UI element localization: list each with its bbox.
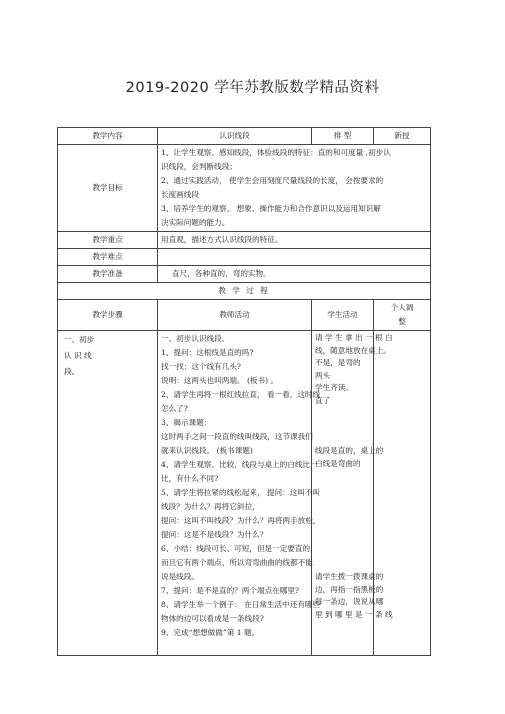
student-line: 线，随意地放在桌上。 [315, 345, 391, 355]
type-value: 新授 [374, 128, 431, 145]
student-line [315, 420, 370, 433]
type-label: 排 型 [312, 128, 374, 145]
col-adjust [374, 300, 431, 331]
student-line: 里 到 哪 里 是 一 条 线 [315, 610, 393, 620]
process-header: 教 学 过 程 [58, 283, 431, 300]
teacher-cell [158, 331, 321, 656]
teacher-line: 7、提问：是不是直的？两个端点在哪里? [161, 586, 299, 595]
steps-cell [58, 331, 158, 656]
student-line: 请学生拨一拨课桌的 [315, 572, 384, 582]
prep-label: 教学准备 [58, 266, 158, 283]
col-student: 学生活动 [312, 300, 374, 331]
student-line: 请 学 生 拿 出 一 根 白 [315, 333, 393, 342]
student-line: 两头 [315, 370, 331, 380]
teacher-line: 2、请学生再将一根红线拉直， 看一看，这时线 [161, 390, 321, 399]
content-value: 认识线段 [158, 128, 312, 145]
content-label: 教学内容 [58, 128, 158, 145]
teacher-line: 找一找：这个线有几头? [161, 362, 242, 371]
goal-line: 长度画线段 [161, 190, 199, 199]
student-line [315, 496, 370, 509]
student-line [315, 483, 370, 496]
goal-line: 1、让学生观察、感知线段，体验线段的特征：直的和可度量 ,初步认 [161, 148, 391, 157]
student-line [315, 521, 370, 534]
teacher-line: 而且它有两个端点，所以弯弯曲曲的线都不能 [161, 558, 313, 567]
teacher-line: 提问：这叫不叫线段？为什么？再将两手放松， [161, 516, 321, 525]
student-line: 白线是弯曲的 [315, 458, 361, 468]
step-line: 段。 [64, 367, 80, 376]
goal-line: 2、通过实践活动， 使学生会用刻度尺量线段的长度， 会按要求的 [161, 176, 384, 185]
goal-line: 决实际问题的能力。 [161, 218, 230, 227]
teacher-line: 4、请学生观察、比较，线段与桌上的白线比一 [161, 460, 318, 469]
teacher-line: 9、完成“想想做做”第 1 题。 [161, 628, 260, 637]
student-line [315, 559, 370, 572]
student-line: 每一条边，说说从哪 [315, 597, 384, 607]
student-line [315, 408, 370, 421]
teacher-line: 一、初步认识线段。 [161, 334, 230, 343]
teacher-line: 6、小结：线段可长、可短，但是一定要直的， [161, 544, 318, 553]
student-line [315, 433, 370, 446]
student-line: 直了 [315, 395, 331, 405]
student-line: 线段是直的，桌上的 [315, 446, 384, 456]
step-line: 认 识 线 [64, 351, 92, 360]
teacher-line: 怎么了? [161, 404, 188, 413]
teacher-line: 5、请学生将拉紧的线松起来， 提问：这叫不叫 [161, 488, 321, 497]
student-line [315, 546, 370, 559]
teacher-line: 1、提问：这根线是直的吗? [161, 348, 254, 357]
teacher-line: 这时两手之间一段直的线叫线段，这节课我们 [161, 432, 313, 441]
key-point-value: 用直观，描述方式认识线段的特征。 [158, 232, 431, 249]
teacher-line: 8、请学生举一个例子： 在日常生活中还有哪些 [161, 600, 321, 609]
goals-label: 教学目标 [58, 145, 158, 232]
prep-value: 直尺，各种直的，弯的实物。 [158, 266, 431, 283]
teacher-line: 就来认识线段。 (板书课题) [161, 446, 253, 455]
col-steps: 教学步骤 [58, 300, 158, 331]
goal-line: 识线段，会判断线段； [161, 162, 237, 171]
document-title: 2019-2020 学年苏教版数学精品资料 [125, 80, 380, 96]
difficulty-label: 教学难点 [58, 249, 158, 266]
student-line [315, 508, 370, 521]
student-line [315, 534, 370, 547]
student-line: 不是，是弯的 [315, 358, 361, 368]
student-cell [312, 331, 393, 656]
teacher-line: 比，有什么不同? [161, 474, 219, 483]
lesson-plan-table [57, 127, 430, 656]
student-line [315, 471, 370, 484]
goals-text [158, 145, 431, 232]
difficulty-value [158, 249, 431, 266]
teacher-line: 说是线段。 [161, 572, 199, 581]
teacher-line: 线段？为什么？再将它斜拉， [161, 502, 260, 511]
teacher-line: 3、揭示课题： [161, 418, 212, 427]
student-line: 边，再指一指黑板的 [315, 584, 384, 594]
step-line: 一、初步 [64, 335, 95, 344]
col-teacher: 教师活动 [158, 300, 312, 331]
adjust-cell [374, 331, 431, 656]
col-adjust-line: 整 [398, 317, 406, 326]
teacher-line: 物体的边可以看成是一条线段? [161, 614, 264, 623]
teacher-line: 提问：这是不是线段？为什么？ [161, 530, 268, 539]
key-point-label: 教学重点 [58, 232, 158, 249]
col-adjust-line: 个人调 [390, 303, 414, 312]
goal-line: 3、培养学生的观察、 想象、操作能力和合作意识以及运用知识解 [161, 204, 381, 213]
student-line: 学生齐读。 [315, 383, 353, 393]
teacher-line: 说明：这两头也叫两端。 (板书) 。 [161, 376, 279, 385]
